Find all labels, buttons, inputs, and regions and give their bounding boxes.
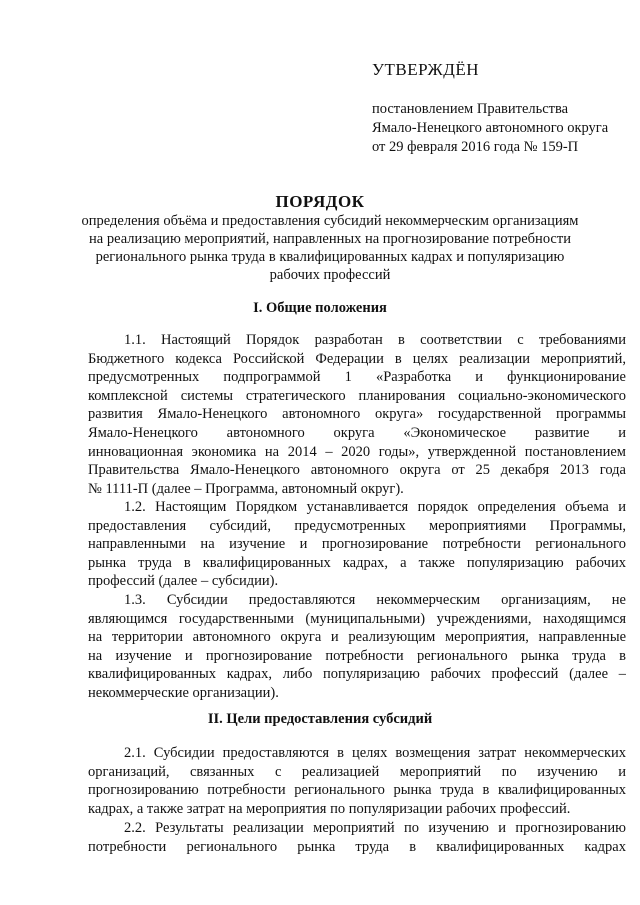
text-line: организаций, связанных с реализацией мероприятий по изучению и	[88, 763, 626, 780]
text-line: являющимся государственными (муниципальными) учреждениями, находящимся	[88, 610, 626, 627]
subtitle-line: на реализацию мероприятий, направленных на прогнозирование потребности	[89, 231, 571, 247]
text-line: квалифицированных кадрах, либо популяризацию рабочих профессий (далее –	[88, 666, 626, 683]
paragraph-2-2	[88, 819, 626, 856]
text-line: Ямало-Ненецкого автономного округа «Экономическое развитие и	[88, 424, 626, 441]
paragraph-1-2	[88, 498, 626, 591]
text-line: Правительства Ямало-Ненецкого автономного округа от 25 декабря 2013 года	[88, 462, 626, 479]
text-line: 1.3. Субсидии предоставляются некоммерческим организациям, не	[124, 592, 626, 608]
text-line: комплексной системы стратегического планирования социально-экономического	[88, 387, 626, 404]
text-line: предусмотренных подпрограммой 1 «Разработка и функционирование	[88, 369, 626, 386]
text-line: 2.2. Результаты реализации мероприятий по изучению и прогнозированию	[124, 820, 626, 836]
approval-line: от 29 февраля 2016 года № 159-П	[372, 139, 579, 155]
text-line: некоммерческие организации).	[88, 684, 279, 701]
approval-line: Ямало-Ненецкого автономного округа	[372, 120, 609, 136]
paragraph-1-3	[88, 591, 626, 703]
text-line: прогнозированию потребности регионального рынка труда в квалифицированных	[88, 782, 626, 799]
paragraph-1-1	[88, 331, 626, 498]
subtitle-line: определения объёма и предоставления субсидий некоммерческим организациям	[81, 213, 579, 229]
text-line: рынка труда в квалифицированных кадрах, а также популяризацию рабочих	[88, 554, 626, 571]
text-line: на изучение и прогнозирование потребности регионального рынка труда в	[88, 647, 626, 664]
text-line: 2.1. Субсидии предоставляются в целях возмещения затрат некоммерческих	[124, 745, 626, 761]
text-line: кадрах, а также затрат на мероприятия по популяризации рабочих профессий.	[88, 800, 571, 817]
subtitle-line: рабочих профессий	[269, 267, 391, 283]
document-subtitle	[60, 212, 600, 284]
text-line: № 1111-П (далее – Программа, автономный округ).	[88, 480, 404, 497]
text-line: предоставления субсидий, предусмотренных мероприятиями Программы,	[88, 517, 626, 534]
approval-block	[372, 60, 632, 157]
text-line: потребности регионального рынка труда в квалифицированных кадрах	[88, 838, 626, 855]
approval-title: УТВЕРЖДЁН	[372, 60, 479, 79]
text-line: профессий (далее – субсидии).	[88, 573, 279, 590]
document-title: ПОРЯДОК	[275, 192, 365, 211]
text-line: 1.2. Настоящим Порядком устанавливается порядок определения объема и	[124, 499, 626, 515]
text-line: развития Ямало-Ненецкого автономного округа» государственной программы	[88, 406, 626, 423]
section-heading-general: I. Общие положения	[253, 300, 387, 316]
text-line: инновационная экономика на 2014 – 2020 годы», утвержденной постановлением	[88, 443, 626, 460]
text-line: 1.1. Настоящий Порядок разработан в соответствии с требованиями	[124, 332, 626, 348]
section-heading-goals: II. Цели предоставления субсидий	[207, 711, 433, 727]
text-line: Бюджетного кодекса Российской Федерации в целях реализации мероприятий,	[88, 350, 626, 367]
text-line: на территории автономного округа и реализующим мероприятия, направленные	[88, 629, 626, 646]
text-line: направленными на изучение и прогнозирование потребности регионального	[88, 536, 626, 553]
paragraph-2-1	[88, 744, 626, 818]
subtitle-line: регионального рынка труда в квалифицированных кадрах и популяризацию	[95, 249, 565, 265]
approval-line: постановлением Правительства	[372, 101, 569, 117]
